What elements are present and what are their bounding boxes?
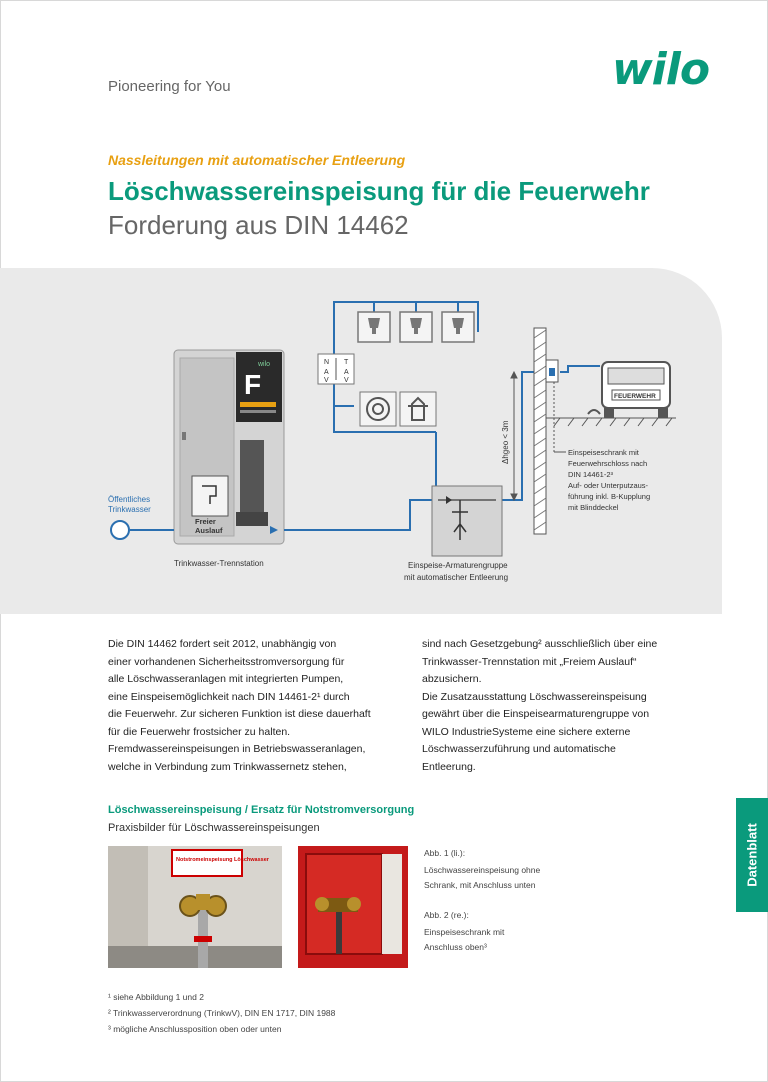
side-tab-label: Datenblatt	[744, 823, 760, 887]
svg-text:A: A	[344, 369, 349, 376]
footnote-1: ¹ siehe Abbildung 1 und 2	[108, 992, 204, 1002]
svg-text:A: A	[324, 369, 329, 376]
wilo-logo: wilo	[612, 44, 710, 95]
tagline: Pioneering for You	[108, 78, 231, 95]
water-inlet-icon	[111, 521, 129, 539]
section-heading: Löschwassereinspeisung / Ersatz für Notstromversorgung	[108, 804, 415, 816]
ground-line	[546, 418, 676, 426]
svg-text:N: N	[324, 359, 330, 366]
svg-text:Öffentliches: Öffentliches	[108, 495, 151, 504]
alarm-valve-icon	[318, 354, 354, 384]
caption-abb2-line1: Einspeiseschrank mit	[424, 927, 505, 937]
svg-text:V: V	[344, 377, 349, 384]
svg-text:DIN 14461-2³: DIN 14461-2³	[568, 470, 614, 479]
system-diagram	[0, 268, 722, 614]
svg-text:Trinkwasser: Trinkwasser	[108, 505, 151, 514]
hydrant-icon	[400, 392, 436, 426]
svg-text:Trinkwasser-Trennstation: Trinkwasser-Trennstation	[174, 559, 264, 568]
svg-text:wilo: wilo	[258, 361, 271, 368]
svg-text:Einspeise-Armaturengruppe: Einspeise-Armaturengruppe	[408, 561, 508, 570]
caption-abb2	[424, 908, 504, 955]
svg-text:führung inkl. B-Kupplung: führung inkl. B-Kupplung	[568, 492, 651, 501]
svg-text:Einspeiseschrank mit: Einspeiseschrank mit	[568, 448, 639, 457]
body-text-col1: Die DIN 14462 fordert seit 2012, unabhängig von einer vorhandenen Sicherheitsstromversorgung für alle Löschwasseranlagen mit integrierten Pumpen, eine Einspeisemöglichkeit nach DIN 14461-2¹ durch die Feuerwehr. Zur sicheren Funktion ist diese dauerhaft für die Feuerwehr frostsicher zu halten. Fremdwassereinspeisungen in Betriebswasseranlagen, welche in Verbindung zum Trinkwassernetz stehen,	[108, 638, 371, 773]
footnote-3: ³ mögliche Anschlussposition oben oder unten	[108, 1024, 282, 1034]
body-text-col2: sind nach Gesetzgebung² ausschließlich über eine Trinkwasser-Trennstation mit „Freiem Auslauf“ abzusichern. Die Zusatzausstattung Löschwassereinspeisung gewährt über die Einspeisearmaturengruppe von WILO IndustrieSysteme eine sichere externe Löschwasserzuführung und automatische Entleerung.	[422, 638, 658, 773]
svg-text:Freier: Freier	[195, 517, 216, 526]
page-subtitle: Forderung aus DIN 14462	[108, 210, 409, 240]
svg-text:Feuerwehrschloss nach: Feuerwehrschloss nach	[568, 459, 648, 468]
svg-text:Δhgeo < 3m: Δhgeo < 3m	[501, 420, 510, 464]
caption-abb1-line1: Löschwassereinspeisung ohne	[424, 865, 541, 875]
svg-text:F: F	[244, 369, 262, 400]
caption-abb2-title: Abb. 2 (re.):	[424, 910, 469, 920]
fire-truck-icon	[588, 362, 670, 418]
caption-abb1-line2: Schrank, mit Anschluss unten	[424, 880, 536, 890]
photo-feed-cabinet	[298, 846, 408, 968]
svg-text:Notstromeinspeisung Löschwasse: Notstromeinspeisung Löschwasser	[176, 857, 269, 863]
hose-reel-icon	[360, 392, 396, 426]
caption-abb1	[424, 846, 540, 893]
svg-text:V: V	[324, 377, 329, 384]
svg-text:mit Blinddeckel: mit Blinddeckel	[568, 503, 619, 512]
cabinet-label	[568, 448, 650, 512]
photo-feed-connection-open	[108, 846, 282, 968]
svg-text:Auf- oder Unterputzaus-: Auf- oder Unterputzaus-	[568, 481, 649, 490]
kicker-text: Nassleitungen mit automatischer Entleerung	[108, 152, 406, 168]
section-subheading: Praxisbilder für Löschwassereinspeisungen	[108, 822, 320, 834]
separation-station-icon	[174, 350, 284, 544]
caption-abb2-line2: Anschluss oben³	[424, 942, 487, 952]
caption-abb1-title: Abb. 1 (li.):	[424, 848, 466, 858]
svg-text:Auslauf: Auslauf	[195, 526, 223, 535]
datasheet-side-tab	[736, 798, 768, 912]
svg-text:T: T	[344, 359, 349, 366]
feed-armature-group-icon	[432, 486, 502, 556]
height-dimension	[511, 372, 517, 500]
footnote-2: ² Trinkwasserverordnung (TrinkwV), DIN EN 1717, DIN 1988	[108, 1008, 336, 1018]
page-title: Löschwassereinspeisung für die Feuerwehr	[108, 176, 650, 206]
svg-text:FEUERWEHR: FEUERWEHR	[614, 393, 656, 400]
svg-text:mit automatischer Entleerung: mit automatischer Entleerung	[404, 573, 509, 582]
